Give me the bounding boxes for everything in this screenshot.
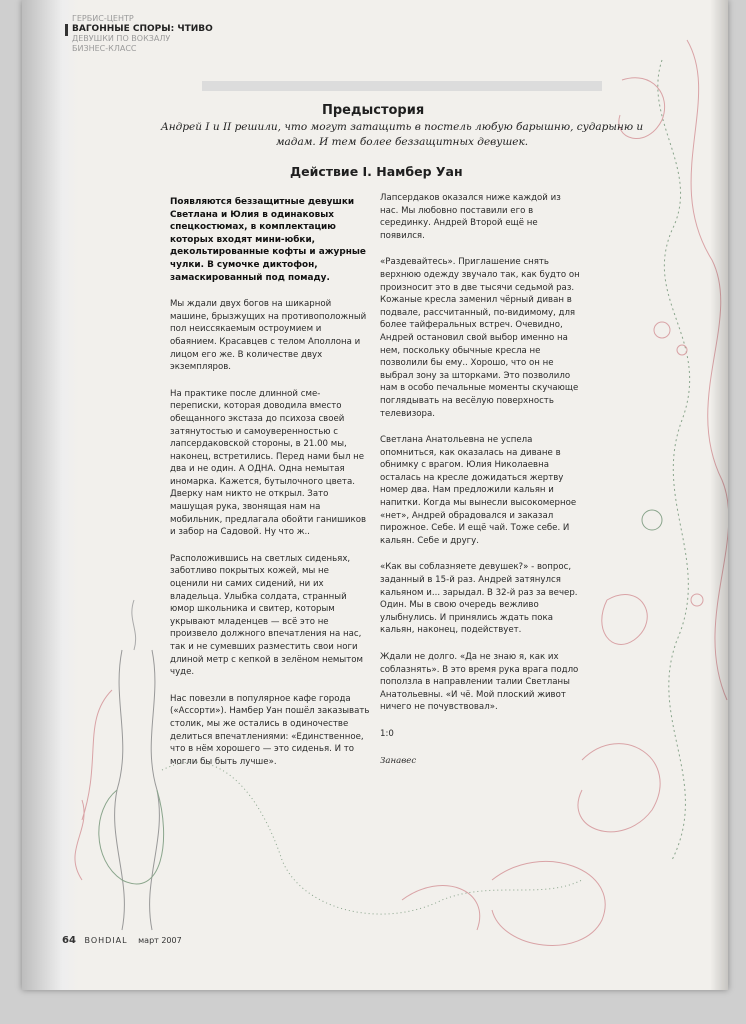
page-number: 64 [62, 935, 76, 946]
section-marker [65, 24, 68, 36]
paragraph: Светлана Анатольевна не успела опомниться, как оказалась на диване в обнимку с врагом. Юлия Николаевна осталась на кресле дожидаться жертву номер два. Нам предложили кальян и напитки. Когда мы вынесли высокомерное «нет», Андрей обрадовался и заказал пирожное. Себе. И ещё чай. Тоже себе. И кальян. Себе и другу. [380, 435, 577, 546]
paragraph: Мы ждали двух богов на шикарной машине, брызжущих на противоположный пол неиссякаемым остроумием и обаянием. Красавцев с телом Аполлона и лицом его же. В количестве двух экземпляров. [170, 299, 367, 373]
paragraph: Расположившись на светлых сиденьях, заботливо покрытых кожей, мы не оценили ни самих сидений, ни их владельца. Улыбка солдата, странный юмор школьника и свитер, которым укрывают младенцев — всё это не произвело должного впечатления на нас, так и не сумевших разместить свои ноги длиной метр с кепкой в зелёном немытом чуде. [170, 553, 363, 678]
section-top: ГЕРБИС-ЦЕНТР [72, 14, 134, 23]
curtain-note: Занавес [380, 755, 417, 766]
section-sub-2: БИЗНЕС-КЛАСС [72, 44, 137, 53]
paragraph: Лапсердаков оказался ниже каждой из нас. Мы любовно поставили его в серединку. Андрей Второй ещё не появился. [380, 193, 561, 241]
score: 1:0 [380, 728, 394, 739]
section-active: ВАГОННЫЕ СПОРЫ: ЧТИВО [72, 24, 213, 34]
section-navigation [72, 14, 213, 54]
right-column [380, 192, 580, 781]
page-footer [62, 935, 182, 946]
paragraph: «Раздевайтесь». Приглашение снять верхнюю одежду звучало так, как будто он произносит это в две тысячи седьмой раз. Кожаные кресла заменил чёрный диван в подвале, рассчитанный, по-видимому, для более тайферальных встреч. Очевидно, Андрей остановил свой выбор именно на нем, поскольку обычные кресла не позволили бы ему.. Хорошо, что он не выбрал зону за шторками. Это позволило нам в особо печальные моменты скучающе поглядывать на весёлую поверхность телевизора. [380, 257, 580, 419]
prehistory-heading: Предыстория [322, 103, 425, 118]
issue-date: март 2007 [138, 936, 182, 945]
paragraph: Нас повезли в популярное кафе города («Ассорти»). Намбер Уан пошёл заказывать столик, мы же остались в одиночестве делиться впечатлениями: «Единственное, что в нём хорошего — это сиденья. И то могли бы быть лучше». [170, 693, 370, 767]
magazine-page [22, 0, 728, 990]
paragraph: Ждали не долго. «Да не знаю я, как их соблазнять». В это время рука врага подло поползла в направлении талии Светланы Анатольевны. «И чё. Мой плоский живот ничего не почувствовал». [380, 652, 579, 713]
prehistory-text: Андрей I и II решили, что могут затащить в постель любую барышню, сударыню и мадам. И тем более беззащитных девушек. [160, 121, 644, 148]
section-sub-1: ДЕВУШКИ ПО ВОКЗАЛУ [72, 34, 171, 43]
paragraph: «Как вы соблазняете девушек?» - вопрос, заданный в 15-й раз. Андрей затянулся кальяном и... зарыдал. В 32-й раз за вечер. Один. Мы в свою очередь вежливо улыбнулись. И принялись ждать пока кальян, наконец, подействует. [380, 562, 578, 636]
magazine-name: BOHDIAL [84, 936, 128, 945]
paragraph: Появляются беззащитные девушки Светлана и Юлия в одинаковых спецкостюмах, в комплектацию которых входят мини-юбки, декольтированные кофты и ажурные чулки. В сумочке диктофон, замаскированный под помаду. [170, 197, 366, 283]
paragraph: На практике после длинной сме-перепиcки, которая доводила вместо обещанного экстаза до психоза своей затянутостью и самоуверенностью с лапсердаковской стороны, в 21.00 мы, наконец, встретились. Перед нами был не два и не один. А ОДНА. Одна немытая иномарка. Кажется, бутылочного цвета. Дверку нам никто не открыл. Зато машущая рука, звонящая нам на мобильник, предлагала обойти ганишиков и забор на Садовой. Ну что ж.. [170, 388, 367, 538]
left-column [170, 196, 370, 782]
page-edge-shadow [710, 0, 728, 990]
act-heading: Действие I. Намбер Уан [290, 164, 463, 179]
